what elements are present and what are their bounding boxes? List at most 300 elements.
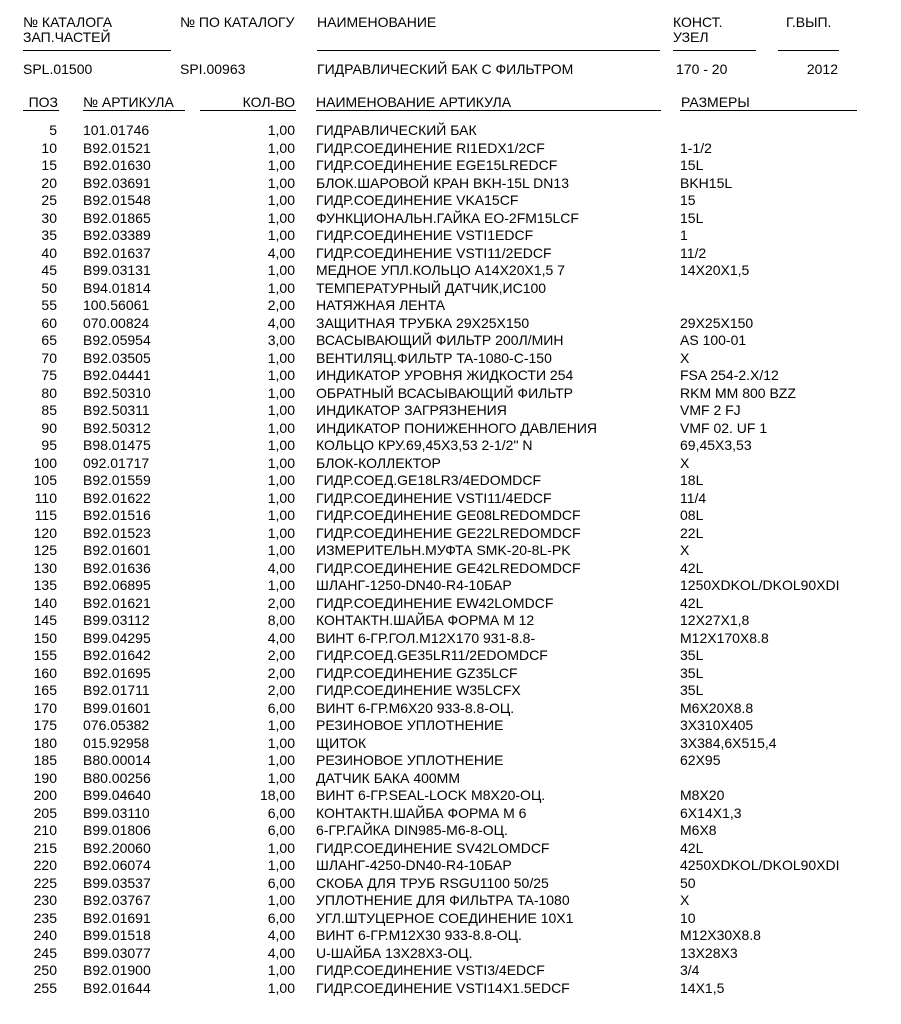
table-row	[0, 437, 901, 455]
table-row	[0, 892, 901, 910]
row-size: 29X25X150	[680, 314, 754, 331]
row-qty: 1,00	[267, 839, 295, 856]
row-qty: 1,00	[267, 542, 295, 558]
row-name: БЛОК-КОЛЛЕКТОР	[316, 454, 441, 471]
row-pos: 225	[33, 874, 57, 891]
row-size: 3X310X405	[680, 717, 754, 733]
table-row	[0, 455, 901, 473]
row-pos: 25	[41, 192, 57, 208]
row-qty: 1,00	[267, 769, 295, 786]
row-name: ОБРАТНЫЙ ВСАСЫВАЮЩИЙ ФИЛЬТР	[316, 384, 574, 401]
row-article: B99.01518	[83, 927, 151, 943]
row-qty: 1,00	[267, 174, 295, 191]
row-article: B92.03767	[83, 892, 151, 908]
row-qty: 1,00	[267, 122, 295, 138]
row-name: ГИДРАВЛИЧЕСКИЙ БАК	[316, 122, 477, 138]
col-header-size: РАЗМЕРЫ	[681, 94, 750, 110]
row-pos: 170	[33, 699, 57, 716]
row-article: B92.01865	[83, 209, 151, 226]
row-name: ВИНТ 6-ГР.SEAL-LOCK M8X20-ОЦ.	[316, 787, 546, 803]
row-article: 100.56061	[83, 297, 150, 313]
row-pos: 145	[33, 612, 57, 628]
row-name: КОНТАКТН.ШАЙБА ФОРМА М 12	[316, 612, 535, 628]
row-size: 42L	[680, 559, 704, 576]
row-size: 08L	[680, 507, 704, 523]
table-row	[0, 122, 901, 140]
row-qty: 1,00	[267, 454, 295, 471]
row-pos: 55	[41, 297, 57, 313]
table-row	[0, 560, 901, 578]
row-qty: 2,00	[267, 297, 295, 313]
table-row	[0, 787, 901, 805]
table-row	[0, 752, 901, 770]
row-size: 35L	[680, 664, 704, 681]
row-pos: 150	[33, 629, 57, 646]
row-qty: 2,00	[267, 647, 295, 663]
row-qty: 1,00	[267, 157, 295, 173]
row-size: 22L	[680, 524, 704, 541]
table-row	[0, 332, 901, 350]
row-qty: 1,00	[267, 402, 295, 418]
row-name: ГИДР.СОЕДИНЕНИЕ SV42LOMDCF	[316, 839, 550, 856]
row-pos: 115	[34, 507, 57, 523]
row-pos: 125	[33, 542, 57, 558]
table-row	[0, 577, 901, 595]
row-qty: 1,00	[267, 279, 295, 296]
row-size: 13X28X3	[680, 944, 738, 961]
row-article: 015.92958	[83, 734, 150, 751]
row-name: ИНДИКАТОР ПОНИЖЕННОГО ДАВЛЕНИЯ	[316, 419, 598, 436]
row-article: B92.05954	[83, 332, 151, 348]
row-size: M6X20X8.8	[680, 699, 754, 716]
row-article: B92.06895	[83, 577, 151, 593]
row-name: 6-ГР.ГАЙКА DIN985-M6-8-ОЦ.	[316, 822, 508, 838]
table-row	[0, 175, 901, 193]
col-rule-qty	[200, 110, 296, 111]
table-row	[0, 857, 901, 875]
row-article: B94.01814	[83, 279, 151, 296]
row-size: X	[680, 349, 690, 366]
row-article: B92.01621	[83, 594, 151, 611]
row-pos: 175	[33, 717, 57, 733]
row-name: ВИНТ 6-ГР.M6X20 933-8.8-ОЦ.	[316, 699, 515, 716]
row-pos: 35	[41, 227, 57, 243]
row-size: X	[680, 454, 690, 471]
row-pos: 180	[33, 734, 57, 751]
row-pos: 30	[41, 209, 57, 226]
name-label-rule	[317, 50, 660, 51]
table-row	[0, 280, 901, 298]
table-row	[0, 945, 901, 963]
row-qty: 8,00	[267, 612, 295, 628]
col-header-pos: ПОЗ	[28, 94, 58, 110]
row-name: ДАТЧИК БАКА 400ММ	[316, 769, 460, 786]
row-article: B99.03131	[83, 262, 151, 278]
row-pos: 205	[33, 804, 57, 821]
row-article: B92.01900	[83, 962, 151, 978]
row-name: ГИДР.СОЕД.GE18LR3/4EDOMDCF	[316, 472, 542, 488]
row-name: ЗАЩИТНАЯ ТРУБКА 29X25X150	[316, 314, 530, 331]
row-name: ФУНКЦИОНАЛЬН.ГАЙКА EO-2FM15LCF	[316, 209, 579, 226]
row-name: ТЕМПЕРАТУРНЫЙ ДАТЧИК,ИС100	[316, 279, 547, 296]
row-article: B92.01636	[83, 559, 151, 576]
row-article: B92.01642	[83, 647, 151, 663]
table-row	[0, 647, 901, 665]
year-label: Г.ВЫП.	[786, 14, 832, 30]
parts-table	[0, 122, 901, 997]
row-article: B80.00014	[83, 752, 151, 768]
row-pos: 110	[34, 489, 57, 506]
row-qty: 6,00	[267, 822, 295, 838]
row-qty: 4,00	[267, 629, 295, 646]
table-row	[0, 385, 901, 403]
row-article: B92.01516	[83, 507, 151, 523]
row-qty: 6,00	[267, 874, 295, 891]
row-size: 15L	[680, 157, 704, 173]
row-article: B99.03077	[83, 944, 151, 961]
row-size: 3X384,6X515,4	[680, 734, 777, 751]
table-row	[0, 665, 901, 683]
table-row	[0, 367, 901, 385]
table-row	[0, 612, 901, 630]
row-qty: 1,00	[267, 262, 295, 278]
row-name: ШЛАНГ-1250-DN40-R4-10БАР	[316, 577, 512, 593]
col-rule-name	[316, 110, 661, 111]
row-article: B92.01630	[83, 157, 151, 173]
row-size: 3/4	[680, 962, 700, 978]
row-article: B92.01695	[83, 664, 151, 681]
row-size: 10	[680, 909, 696, 926]
row-name: БЛОК.ШАРОВОЙ КРАН BKH-15L DN13	[316, 174, 569, 191]
row-pos: 135	[33, 577, 57, 593]
table-row	[0, 297, 901, 315]
row-name: УГЛ.ШТУЦЕРНОЕ СОЕДИНЕНИЕ 10X1	[316, 909, 574, 926]
row-pos: 60	[41, 314, 57, 331]
row-qty: 4,00	[267, 927, 295, 943]
row-article: B92.04441	[83, 367, 151, 383]
row-article: B92.03389	[83, 227, 151, 243]
row-article: B92.01644	[83, 979, 151, 996]
table-row	[0, 402, 901, 420]
row-qty: 1,00	[267, 192, 295, 208]
row-pos: 220	[33, 857, 57, 873]
row-pos: 15	[41, 157, 57, 173]
col-header-qty: КОЛ-ВО	[242, 94, 295, 110]
row-article: B98.01475	[83, 437, 151, 453]
row-article: B80.00256	[83, 769, 151, 786]
row-qty: 6,00	[267, 804, 295, 821]
row-pos: 95	[41, 437, 57, 453]
row-size: 50	[680, 874, 696, 891]
catalog-no-label: № ПО КАТАЛОГУ	[180, 14, 295, 30]
row-article: B92.06074	[83, 857, 151, 873]
row-qty: 1,00	[267, 892, 295, 908]
row-qty: 4,00	[267, 559, 295, 576]
row-name: КОЛЬЦО КРУ.69,45X3,53 2-1/2" N	[316, 437, 533, 453]
row-name: ГИДР.СОЕДИНЕНИЕ EGE15LREDCF	[316, 157, 558, 173]
row-qty: 2,00	[267, 594, 295, 611]
row-pos: 70	[41, 349, 57, 366]
row-qty: 4,00	[267, 314, 295, 331]
row-article: B92.50311	[83, 402, 150, 418]
row-size: 35L	[680, 682, 704, 698]
row-pos: 80	[41, 384, 57, 401]
row-name: РЕЗИНОВОЕ УПЛОТНЕНИЕ	[316, 717, 504, 733]
row-name: U-ШАЙБА 13X28X3-ОЦ.	[316, 944, 473, 961]
row-pos: 20	[41, 174, 57, 191]
table-row	[0, 315, 901, 333]
row-size: M6X8	[680, 822, 717, 838]
row-size: M12X30X8.8	[680, 927, 761, 943]
row-pos: 215	[33, 839, 57, 856]
row-size: RKM MM 800 BZZ	[680, 384, 796, 401]
row-qty: 1,00	[267, 979, 295, 996]
row-name: КОНТАКТН.ШАЙБА ФОРМА М 6	[316, 804, 527, 821]
row-size: 11/4	[680, 489, 707, 506]
row-article: B92.20060	[83, 839, 151, 856]
row-name: ВСАСЫВАЮЩИЙ ФИЛЬТР 200Л/МИН	[316, 332, 564, 348]
row-article: B99.03112	[83, 612, 150, 628]
row-article: B92.50312	[83, 419, 151, 436]
table-row	[0, 927, 901, 945]
row-article: B92.01622	[83, 489, 151, 506]
row-qty: 1,00	[267, 962, 295, 978]
row-name: ИНДИКАТОР ЗАГРЯЗНЕНИЯ	[316, 402, 507, 418]
row-name: ГИДР.СОЕДИНЕНИЕ EW42LOMDCF	[316, 594, 554, 611]
table-row	[0, 717, 901, 735]
row-name: ГИДР.СОЕДИНЕНИЕ GE22LREDOMDCF	[316, 524, 581, 541]
row-article: 092.01717	[83, 454, 150, 471]
row-name: ГИДР.СОЕДИНЕНИЕ GZ35LCF	[316, 664, 518, 681]
row-name: ИЗМЕРИТЕЛЬН.МУФТА SMK-20-8L-PK	[316, 542, 571, 558]
row-name: ГИДР.СОЕД.GE35LR11/2EDOMDCF	[316, 647, 548, 663]
col-header-name: НАИМЕНОВАНИЕ АРТИКУЛА	[316, 94, 512, 110]
row-name: РЕЗИНОВОЕ УПЛОТНЕНИЕ	[316, 752, 504, 768]
unit-label	[673, 15, 723, 45]
row-article: B99.03537	[83, 874, 151, 891]
catalog-value: SPL.01500	[23, 61, 93, 77]
row-article: B99.01601	[83, 699, 151, 716]
table-row	[0, 472, 901, 490]
row-size: VMF 2 FJ	[680, 402, 741, 418]
row-article: B92.03691	[83, 174, 151, 191]
row-size: AS 100-01	[680, 332, 747, 348]
row-qty: 1,00	[267, 367, 295, 383]
row-size: 42L	[680, 594, 704, 611]
row-name: ГИДР.СОЕДИНЕНИЕ VSTI14X1.5EDCF	[316, 979, 570, 996]
row-size: 69,45X3,53	[680, 437, 752, 453]
row-pos: 140	[33, 594, 57, 611]
row-qty: 2,00	[267, 664, 295, 681]
table-row	[0, 245, 901, 263]
row-qty: 18,00	[259, 787, 295, 803]
row-article: B92.01691	[83, 909, 151, 926]
row-article: B99.03110	[83, 804, 150, 821]
unit-label-line1: КОНСТ.	[673, 14, 723, 30]
row-pos: 65	[41, 332, 57, 348]
row-pos: 75	[41, 367, 57, 383]
row-article: B99.04640	[83, 787, 151, 803]
table-row	[0, 525, 901, 543]
row-qty: 1,00	[267, 507, 295, 523]
title-value: ГИДРАВЛИЧЕСКИЙ БАК С ФИЛЬТРОМ	[317, 61, 574, 77]
table-row	[0, 140, 901, 158]
col-rule-size	[680, 110, 857, 111]
table-row	[0, 682, 901, 700]
row-size: 1-1/2	[680, 139, 712, 156]
row-qty: 1,00	[267, 209, 295, 226]
table-row	[0, 840, 901, 858]
row-size: M8X20	[680, 787, 725, 803]
table-row	[0, 157, 901, 175]
row-qty: 1,00	[267, 139, 295, 156]
table-row	[0, 210, 901, 228]
row-article: 101.01746	[83, 122, 150, 138]
row-qty: 1,00	[267, 577, 295, 593]
row-qty: 1,00	[267, 752, 295, 768]
row-size: 62X95	[680, 752, 721, 768]
table-row	[0, 595, 901, 613]
row-pos: 165	[33, 682, 57, 698]
row-name: ГИДР.СОЕДИНЕНИЕ W35LCFX	[316, 682, 521, 698]
row-qty: 1,00	[267, 384, 295, 401]
row-article: B92.01523	[83, 524, 151, 541]
row-pos: 230	[33, 892, 57, 908]
row-pos: 210	[33, 822, 57, 838]
table-row	[0, 420, 901, 438]
row-size: 42L	[680, 839, 704, 856]
row-pos: 240	[33, 927, 57, 943]
table-row	[0, 700, 901, 718]
table-row	[0, 910, 901, 928]
row-pos: 45	[41, 262, 57, 278]
row-size: 15L	[680, 209, 704, 226]
row-size: 4250XDKOL/DKOL90XDI	[680, 857, 840, 873]
row-pos: 200	[33, 787, 57, 803]
row-size: X	[680, 892, 690, 908]
row-qty: 6,00	[267, 909, 295, 926]
row-pos: 120	[33, 524, 57, 541]
row-article: B92.01521	[83, 139, 151, 156]
row-qty: 4,00	[267, 944, 295, 961]
row-name: ЩИТОК	[316, 734, 367, 751]
row-name: ГИДР.СОЕДИНЕНИЕ GE08LREDOMDCF	[316, 507, 581, 523]
row-size: FSA 254-2.X/12	[680, 367, 779, 383]
row-pos: 190	[33, 769, 57, 786]
row-qty: 1,00	[267, 349, 295, 366]
row-qty: 1,00	[267, 734, 295, 751]
row-size: 14X20X1,5	[680, 262, 750, 278]
row-name: ГИДР.СОЕДИНЕНИЕ VSTI3/4EDCF	[316, 962, 545, 978]
unit-value: 170 - 20	[676, 61, 728, 77]
row-article: B92.01559	[83, 472, 151, 488]
row-pos: 245	[33, 944, 57, 961]
col-rule-pos	[23, 110, 59, 111]
table-row	[0, 770, 901, 788]
row-qty: 1,00	[267, 489, 295, 506]
row-pos: 90	[41, 419, 57, 436]
row-size: BKH15L	[680, 174, 733, 191]
row-name: ВИНТ 6-ГР.ГОЛ.M12X170 931-8.8-	[316, 629, 536, 646]
row-name: ГИДР.СОЕДИНЕНИЕ RI1EDX1/2CF	[316, 139, 545, 156]
row-size: 14X1,5	[680, 979, 725, 996]
table-row	[0, 630, 901, 648]
row-name: ГИДР.СОЕДИНЕНИЕ VSTI1EDCF	[316, 227, 534, 243]
table-row	[0, 805, 901, 823]
row-qty: 1,00	[267, 524, 295, 541]
table-row	[0, 490, 901, 508]
row-qty: 1,00	[267, 437, 295, 453]
row-name: СКОБА ДЛЯ ТРУБ RSGU1100 50/25	[316, 874, 549, 891]
table-row	[0, 822, 901, 840]
row-name: ГИДР.СОЕДИНЕНИЕ VSTI11/4EDCF	[316, 489, 552, 506]
row-pos: 100	[33, 454, 57, 471]
row-article: B92.01637	[83, 244, 151, 261]
row-size: 6X14X1,3	[680, 804, 742, 821]
row-size: 18L	[680, 472, 704, 488]
row-qty: 1,00	[267, 419, 295, 436]
unit-label-rule	[673, 50, 756, 51]
row-name: ШЛАНГ-4250-DN40-R4-10БАР	[316, 857, 512, 873]
row-qty: 1,00	[267, 227, 295, 243]
row-article: 070.00824	[83, 314, 150, 331]
row-pos: 105	[33, 472, 57, 488]
row-article: B92.01601	[83, 542, 151, 558]
row-size: VMF 02. UF 1	[680, 419, 768, 436]
row-name: ГИДР.СОЕДИНЕНИЕ VSTI11/2EDCF	[316, 244, 552, 261]
row-size: 35L	[680, 647, 704, 663]
row-size: 15	[680, 192, 696, 208]
catalog-label-rule	[23, 50, 171, 51]
row-pos: 85	[41, 402, 57, 418]
row-pos: 160	[33, 664, 57, 681]
row-pos: 130	[33, 559, 57, 576]
row-name: НАТЯЖНАЯ ЛЕНТА	[316, 297, 446, 313]
catalog-label-line2: ЗАП.ЧАСТЕЙ	[23, 29, 111, 45]
table-row	[0, 875, 901, 893]
row-qty: 1,00	[267, 857, 295, 873]
catalog-no-value: SPI.00963	[180, 61, 246, 77]
row-name: ВЕНТИЛЯЦ.ФИЛЬТР TA-1080-C-150	[316, 349, 552, 366]
row-pos: 10	[41, 139, 57, 156]
row-name: ГИДР.СОЕДИНЕНИЕ GE42LREDOMDCF	[316, 559, 581, 576]
row-article: B92.50310	[83, 384, 151, 401]
table-row	[0, 962, 901, 980]
row-article: B99.01806	[83, 822, 151, 838]
row-article: 076.05382	[83, 717, 150, 733]
row-pos: 185	[33, 752, 57, 768]
row-article: B92.01548	[83, 192, 151, 208]
row-pos: 235	[33, 909, 57, 926]
row-pos: 50	[41, 279, 57, 296]
row-pos: 250	[33, 962, 57, 978]
row-article: B99.04295	[83, 629, 151, 646]
row-size: 12X27X1,8	[680, 612, 750, 628]
table-row	[0, 507, 901, 525]
row-pos: 255	[33, 979, 57, 996]
row-pos: 155	[33, 647, 57, 663]
table-row	[0, 542, 901, 560]
row-qty: 3,00	[267, 332, 295, 348]
table-row	[0, 227, 901, 245]
year-label-rule	[778, 50, 839, 51]
col-rule-article	[83, 110, 185, 111]
row-qty: 1,00	[267, 472, 295, 488]
table-row	[0, 980, 901, 998]
catalog-label-line1: № КАТАЛОГА	[23, 14, 113, 30]
row-name: ИНДИКАТОР УРОВНЯ ЖИДКОСТИ 254	[316, 367, 574, 383]
row-name: МЕДНОЕ УПЛ.КОЛЬЦО A14X20X1,5 7	[316, 262, 565, 278]
